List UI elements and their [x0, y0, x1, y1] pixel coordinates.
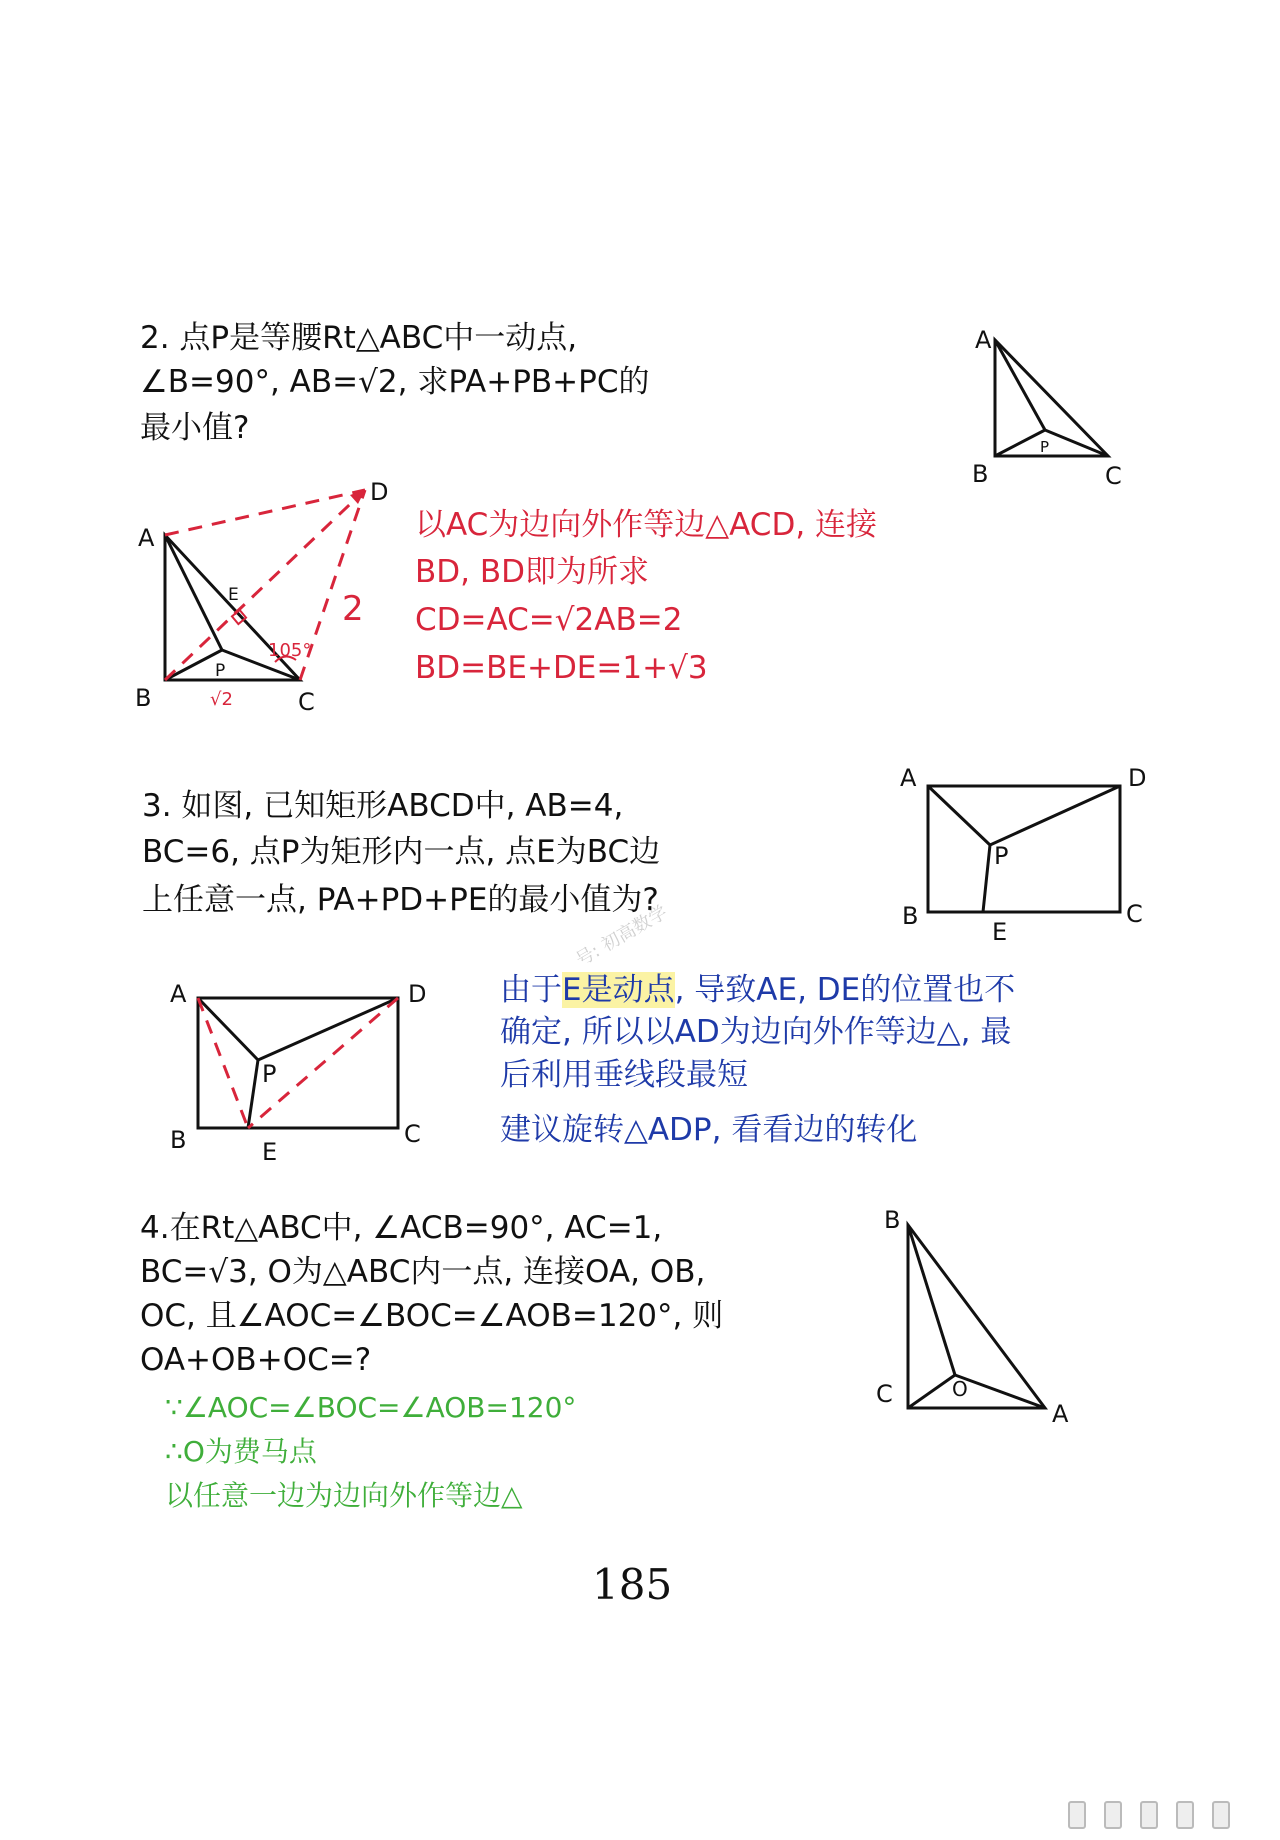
problem4-label-o: O	[952, 1377, 968, 1401]
problem3-solution-line1-pre: 由于	[500, 972, 562, 1008]
solution-label-c: C	[298, 688, 315, 716]
problem4-line2: BC=√3, O为△ABC内一点, 连接OA, OB,	[140, 1254, 706, 1290]
problem3-line2: BC=6, 点P为矩形内一点, 点E为BC边	[142, 834, 661, 870]
solution3-segment-pe	[248, 1060, 258, 1128]
toolbar-bar-icon[interactable]	[1068, 1801, 1086, 1829]
solution3-label-d: D	[408, 980, 427, 1008]
problem2-solution-figure	[165, 490, 365, 680]
problem3-label-p: P	[994, 842, 1009, 870]
toolbar-bar-icon[interactable]	[1212, 1801, 1230, 1829]
problem2-segment-pc	[1045, 430, 1108, 456]
solution-label-a: A	[138, 524, 155, 552]
problem3-solution-line2: 确定, 所以以AD为边向外作等边△, 最	[500, 1014, 1012, 1050]
problem3-label-c: C	[1126, 900, 1143, 928]
bottom-toolbar	[1068, 1795, 1268, 1831]
problem2-solution-line3: CD=AC=√2AB=2	[415, 602, 683, 638]
problem4-label-a: A	[1052, 1400, 1069, 1428]
toolbar-bar-icon[interactable]	[1104, 1801, 1122, 1829]
problem3-segment-pa	[928, 786, 990, 845]
solution3-rectangle	[198, 998, 398, 1128]
problem3-rectangle	[928, 786, 1120, 912]
problem2-line2: ∠B=90°, AB=√2, 求PA+PB+PC的	[140, 364, 650, 400]
problem2-label-p: P	[1040, 438, 1050, 456]
problem4-triangle	[908, 1225, 1045, 1408]
problem3-segment-pd	[990, 786, 1120, 845]
problem2-solution-line4: BD=BE+DE=1+√3	[415, 650, 708, 686]
solution3-dashed-ae	[198, 998, 248, 1128]
solution-segment-pa	[165, 535, 222, 650]
problem3-label-e: E	[992, 918, 1008, 946]
problem4-line1: 4.在Rt△ABC中, ∠ACB=90°, AC=1,	[140, 1210, 663, 1246]
problem3-label-d: D	[1128, 764, 1147, 792]
problem3-solution-line4: 建议旋转△ADP, 看看边的转化	[500, 1112, 918, 1148]
problem4-solution-line3: 以任意一边为边向外作等边△	[165, 1479, 523, 1512]
solution3-label-e: E	[262, 1138, 278, 1166]
solution-label-d: D	[370, 478, 389, 506]
problem4-solution-line2: ∴O为费马点	[165, 1435, 317, 1468]
problem2-triangle	[995, 340, 1108, 456]
problem2-figure	[995, 340, 1108, 456]
problem3-label-a: A	[900, 764, 917, 792]
solution-segment-pb	[165, 650, 222, 680]
toolbar-bar-icon[interactable]	[1140, 1801, 1158, 1829]
problem4-label-c: C	[876, 1380, 893, 1408]
solution3-segment-pa	[198, 998, 258, 1060]
problem3-line3: 上任意一点, PA+PD+PE的最小值为?	[142, 882, 659, 918]
solution3-label-p: P	[262, 1060, 277, 1088]
problem3-label-b: B	[902, 902, 919, 930]
problem2-label-a: A	[975, 326, 992, 354]
solution3-label-a: A	[170, 980, 187, 1008]
problem4-solution-line1: ∵∠AOC=∠BOC=∠AOB=120°	[165, 1391, 577, 1424]
problem2-solution-line1: 以AC为边向外作等边△ACD, 连接	[415, 507, 878, 543]
problem3-figure	[928, 786, 1120, 912]
problem3-solution-highlight: E是动点	[562, 972, 675, 1008]
problem4-label-b: B	[884, 1206, 901, 1234]
solution-length-cd: 2	[342, 589, 364, 629]
watermark: 号: 初高数学	[572, 901, 671, 971]
problem4-line4: OA+OB+OC=?	[140, 1342, 372, 1378]
problem2-label-c: C	[1105, 462, 1122, 490]
problem3-solution-line1-post: , 导致AE, DE的位置也不	[674, 972, 1016, 1008]
problem4-segment-ob	[908, 1225, 955, 1375]
solution-dashed-bd	[165, 490, 365, 680]
solution-label-p: P	[215, 661, 226, 681]
solution-label-b: B	[135, 684, 152, 712]
problem4-figure	[908, 1225, 1045, 1408]
problem3-line1: 3. 如图, 已知矩形ABCD中, AB=4,	[142, 788, 624, 824]
solution-length-bc: √2	[210, 689, 233, 710]
problem2-solution-line2: BD, BD即为所求	[415, 554, 649, 590]
problem4-line3: OC, 且∠AOC=∠BOC=∠AOB=120°, 则	[140, 1298, 724, 1334]
problem2-line3: 最小值?	[140, 410, 250, 446]
problem3-segment-pe	[983, 845, 990, 912]
page-number: 185	[592, 1560, 673, 1609]
problem2-line1: 2. 点P是等腰Rt△ABC中一动点,	[140, 320, 578, 356]
solution-angle-105: 105°	[268, 640, 312, 661]
solution3-label-b: B	[170, 1126, 187, 1154]
solution3-segment-pd	[258, 998, 398, 1060]
solution-dashed-ad	[165, 490, 365, 535]
toolbar-bar-icon[interactable]	[1176, 1801, 1194, 1829]
problem3-solution-line3: 后利用垂线段最短	[500, 1057, 748, 1093]
problem3-solution-figure	[198, 998, 398, 1128]
solution-label-e: E	[228, 585, 239, 605]
problem2-segment-pb	[995, 430, 1045, 456]
solution3-label-c: C	[404, 1120, 421, 1148]
problem4-segment-oc	[908, 1375, 955, 1408]
problem2-label-b: B	[972, 460, 989, 488]
